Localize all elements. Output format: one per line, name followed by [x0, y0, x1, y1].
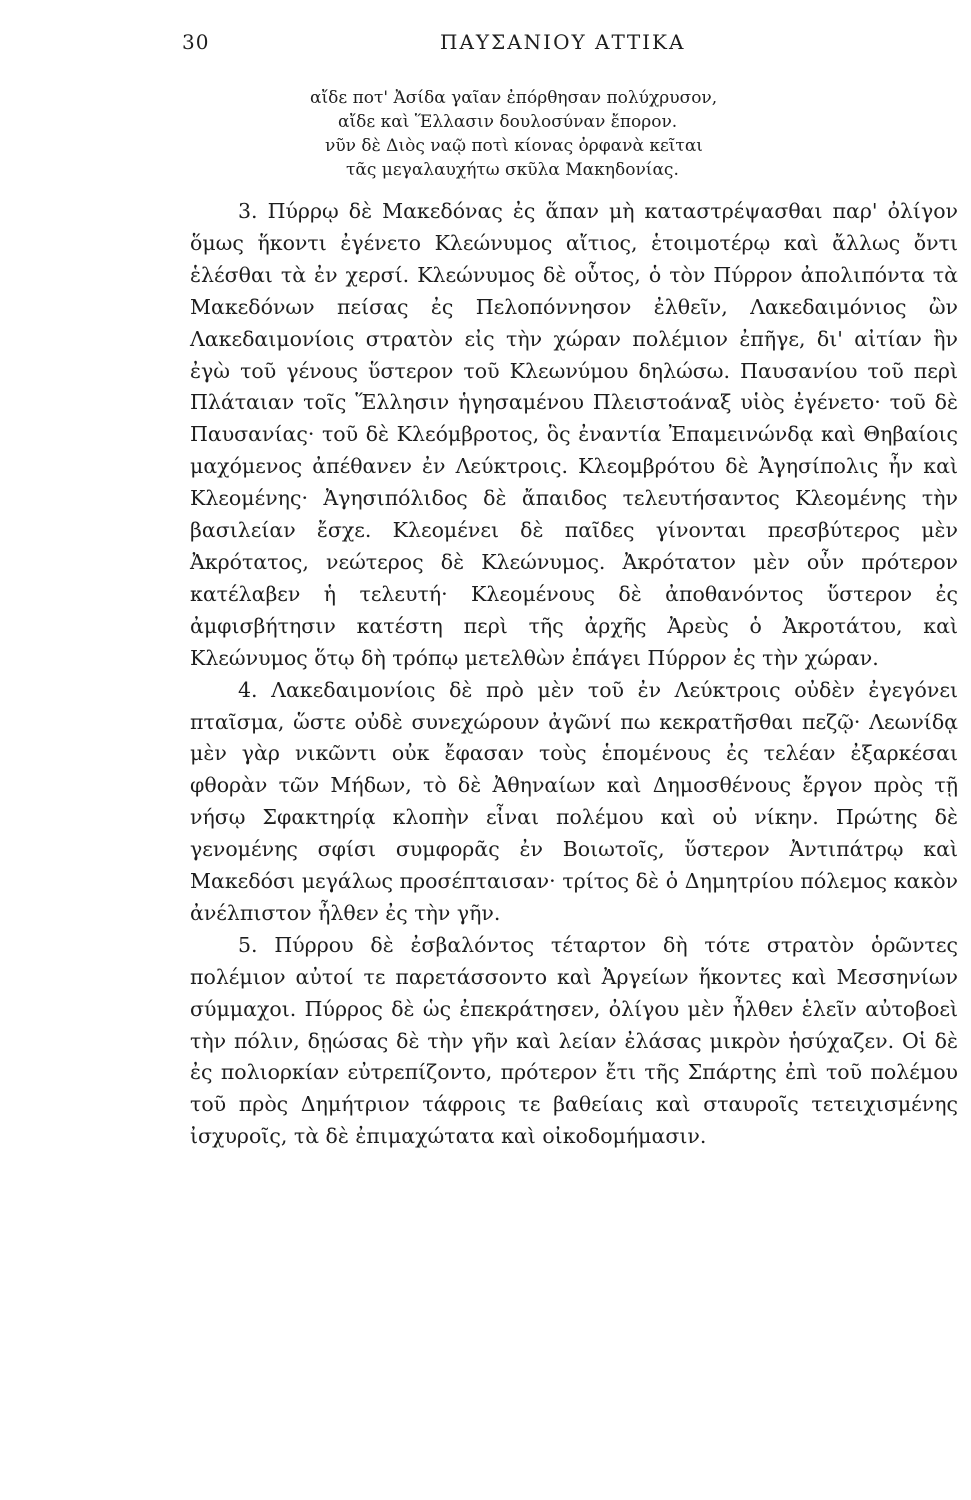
- paragraph-section-4: 4. Λακεδαιμονίοις δὲ πρὸ μὲν τοῦ ἐν Λεύκτροις οὐδὲν ἐγεγόνει πταῖσμα, ὥστε οὐδὲ συνεχώρουν ἀγῶνί πω κεκρατῆσθαι πεζῷ· Λεωνίδᾳ μὲν γὰρ νικῶντι οὐκ ἔφασαν τοὺς ἑπομένους ἐς τελέαν ἐξαρκέσαι φθορὰν τῶν Μήδων, τὸ δὲ Ἀθηναίων καὶ Δημοσθένους ἔργον πρὸς τῇ νήσῳ Σφακτηρίᾳ κλοπὴν εἶναι πολέμου καὶ οὐ νίκην. Πρώτης δὲ γενομένης σφίσι συμφορᾶς ἐν Βοιωτοῖς, ὕστερον Ἀντιπάτρῳ καὶ Μακεδόσι μεγάλως προσέπταισαν· τρίτος δὲ ὁ Δημητρίου πόλεμος κακὸν ἀνέλπιστον ἦλθεν ἐς τὴν γῆν.: [190, 677, 965, 925]
- page-number: 30: [182, 30, 210, 54]
- verse-line: τᾶς μεγαλαυχήτω σκῦλα Μακηδονίας.: [346, 160, 679, 180]
- body-text: [190, 196, 965, 1153]
- running-title: ΠΑΥΣΑΝΙΟΥ ΑΤΤΙΚΑ: [440, 30, 686, 54]
- verse-line: αἴδε καὶ Ἕλλασιν δουλοσύναν ἔπορον.: [338, 112, 678, 132]
- running-head: [182, 30, 962, 60]
- verse-line: νῦν δὲ Διὸς ναῷ ποτὶ κίονας ὀρφανὰ κεῖται: [325, 136, 703, 156]
- paragraph-section-5: 5. Πύρρου δὲ ἐσβαλόντος τέταρτον δὴ τότε στρατὸν ὁρῶντες πολέμιον αὐτοί τε παρετάσσοντο καὶ Ἀργείων ἥκοντες καὶ Μεσσηνίων σύμμαχοι. Πύρρος δὲ ὡς ἐπεκράτησεν, ὀλίγου μὲν ἦλθεν ἑλεῖν αὐτοβοεὶ τὴν πόλιν, δῃώσας δὲ τὴν γῆν καὶ λείαν ἐλάσας μικρὸν ἡσύχαζεν. Οἱ δὲ ἐς πολιορκίαν εὐτρεπίζοντο, πρότερον ἔτι τῆς Σπάρτης ἐπὶ τοῦ πολέμου τοῦ πρὸς Δημήτριον τάφροις τε βαθείαις καὶ σταυροῖς τετειχισμένης ἰσχυροῖς, τὰ δὲ ἐπιμαχώτατα καὶ οἰκοδομήμασιν.: [190, 932, 965, 1149]
- verse-line: αἴδε ποτ' Ἀσίδα γαῖαν ἐπόρθησαν πολύχρυσον,: [310, 88, 718, 108]
- epigram-verse: [180, 86, 960, 182]
- paragraph-section-3: 3. Πύρρῳ δὲ Μακεδόνας ἐς ἅπαν μὴ καταστρέψασθαι παρ' ὀλίγον ὅμως ἥκοντι ἐγένετο Κλεώνυμος αἴτιος, ἑτοιμοτέρῳ καὶ ἄλλως ὄντι ἑλέσθαι τὰ ἐν χερσί. Κλεώνυμος δὲ οὗτος, ὁ τὸν Πύρρον ἀπολιπόντα τὰ Μακεδόνων πείσας ἐς Πελοπόννησον ἐλθεῖν, Λακεδαιμόνιος ὢν Λακεδαιμονίοις στρατὸν εἰς τὴν χώραν πολέμιον ἐπῆγε, δι' αἰτίαν ἣν ἐγὼ τοῦ γένους ὕστερον τοῦ Κλεωνύμου δηλώσω. Παυσανίου τοῦ περὶ Πλάταιαν τοῖς Ἕλλησιν ἡγησαμένου Πλειστοάναξ υἱὸς ἐγένετο· τοῦ δὲ Παυσανίας· τοῦ δὲ Κλεόμβροτος, ὃς ἐναντία Ἐπαμεινώνδᾳ καὶ Θηβαίοις μαχόμενος ἀπέθανεν ἐν Λεύκτροις. Κλεομβρότου δὲ Ἀγησίπολις ἦν καὶ Κλεομένης· Ἀγησιπόλιδος δὲ ἄπαιδος τελευτήσαντος Κλεομένης τὴν βασιλείαν ἔσχε. Κλεομένει δὲ παῖδες γίνονται πρεσβύτερος μὲν Ἀκρότατος, νεώτερος δὲ Κλεώνυμος. Ἀκρότατον μὲν οὖν πρότερον κατέλαβεν ἡ τελευτή· Κλεομένους δὲ ἀποθανόντος ὕστερον ἐς ἀμφισβήτησιν κατέστη περὶ τῆς ἀρχῆς Ἀρεὺς ὁ Ἀκροτάτου, καὶ Κλεώνυμος ὅτῳ δὴ τρόπῳ μετελθὼν ἐπάγει Πύρρον ἐς τὴν χώραν.: [190, 199, 965, 670]
